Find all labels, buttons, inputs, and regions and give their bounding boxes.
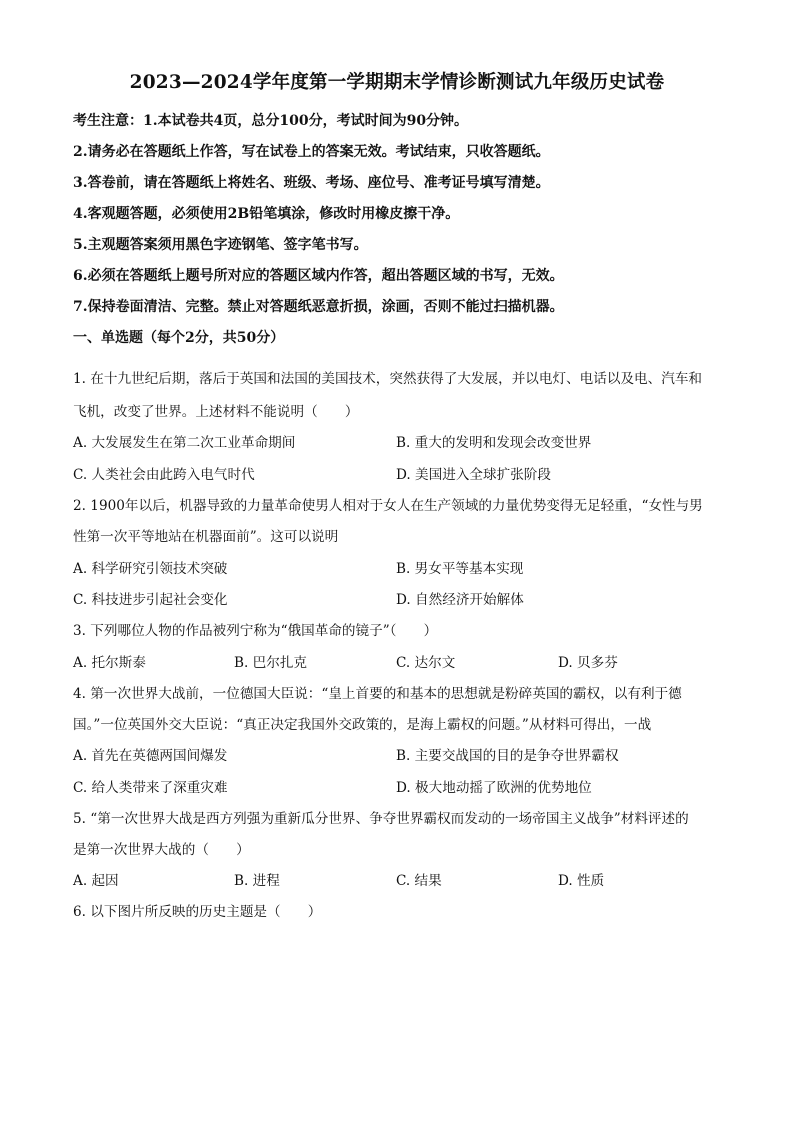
question-5-text-line-1: 5. “第一次世界大战是西方列强为重新瓜分世界、争夺世界霸权而发动的一场帝国主义战争”材料评述的 <box>73 811 689 827</box>
notice-line-2: 2.请务必在答题纸上作答，写在试卷上的答案无效。考试结束，只收答题纸。 <box>73 144 550 160</box>
question-2-option-d: D. 自然经济开始解体 <box>396 592 524 608</box>
question-2-option-a: A. 科学研究引领技术突破 <box>73 561 228 577</box>
exam-title: 2023—2024学年度第一学期期末学情诊断测试九年级历史试卷 <box>129 72 665 93</box>
question-2-option-c: C. 科技进步引起社会变化 <box>73 592 228 608</box>
question-5-option-a: A. 起因 <box>73 873 119 889</box>
notice-line-6: 6.必须在答题纸上题号所对应的答题区域内作答，超出答题区域的书写，无效。 <box>73 268 564 284</box>
question-2-option-b: B. 男女平等基本实现 <box>396 561 524 577</box>
question-5-option-c: C. 结果 <box>396 873 442 889</box>
question-4-option-b: B. 主要交战国的目的是争夺世界霸权 <box>396 748 619 764</box>
question-1-option-d: D. 美国进入全球扩张阶段 <box>396 467 551 483</box>
question-2-text-line-2: 性第一次平等地站在机器面前”。这可以说明 <box>73 529 339 545</box>
question-5-option-d: D. 性质 <box>558 873 605 889</box>
question-3-option-a: A. 托尔斯泰 <box>73 655 146 671</box>
question-1-text-line-2: 飞机，改变了世界。上述材料不能说明（ ） <box>73 404 359 420</box>
notice-line-5: 5.主观题答案须用黑色字迹钢笔、签字笔书写。 <box>73 237 368 253</box>
notice-line-4: 4.客观题答题，必须使用2B铅笔填涂，修改时用橡皮擦干净。 <box>73 206 460 222</box>
question-6-text-line-1: 6. 以下图片所反映的历史主题是（ ） <box>73 904 322 920</box>
notice-line-7: 7.保持卷面清洁、完整。禁止对答题纸恶意折损，涂画，否则不能过扫描机器。 <box>73 299 564 315</box>
question-1-text-line-1: 1. 在十九世纪后期，落后于英国和法国的美国技术，突然获得了大发展，并以电灯、电话以及电、汽车和 <box>73 371 703 387</box>
question-4-option-a: A. 首先在英德两国间爆发 <box>73 748 228 764</box>
question-3-text-line-1: 3. 下列哪位人物的作品被列宁称为“俄国革命的镜子”（ ） <box>73 623 438 639</box>
question-3-option-b: B. 巴尔扎克 <box>234 655 308 671</box>
question-4-text-line-2: 国。”一位英国外交大臣说：“真正决定我国外交政策的，是海上霸权的问题。”从材料可得出，一战 <box>73 717 652 733</box>
question-2-text-line-1: 2. 1900年以后，机器导致的力量革命使男人相对于女人在生产领域的力量优势变得无足轻重，“女性与男 <box>73 498 703 514</box>
question-3-option-d: D. 贝多芬 <box>558 655 618 671</box>
notice-line-1: 考生注意：1.本试卷共4页，总分100分，考试时间为90分钟。 <box>73 113 469 129</box>
question-4-option-d: D. 极大地动摇了欧洲的优势地位 <box>396 780 592 796</box>
question-1-option-a: A. 大发展发生在第二次工业革命期间 <box>73 435 296 451</box>
question-1-option-b: B. 重大的发明和发现会改变世界 <box>396 435 592 451</box>
question-4-option-c: C. 给人类带来了深重灾难 <box>73 780 228 796</box>
notice-line-3: 3.答卷前，请在答题纸上将姓名、班级、考场、座位号、准考证号填写清楚。 <box>73 175 550 191</box>
section-heading: 一、单选题（每个2分，共50分） <box>73 330 285 346</box>
question-5-option-b: B. 进程 <box>234 873 280 889</box>
question-5-text-line-2: 是第一次世界大战的（ ） <box>73 842 250 858</box>
question-1-option-c: C. 人类社会由此跨入电气时代 <box>73 467 255 483</box>
question-3-option-c: C. 达尔文 <box>396 655 456 671</box>
question-4-text-line-1: 4. 第一次世界大战前，一位德国大臣说：“皇上首要的和基本的思想就是粉碎英国的霸权，以有利于德 <box>73 686 682 702</box>
